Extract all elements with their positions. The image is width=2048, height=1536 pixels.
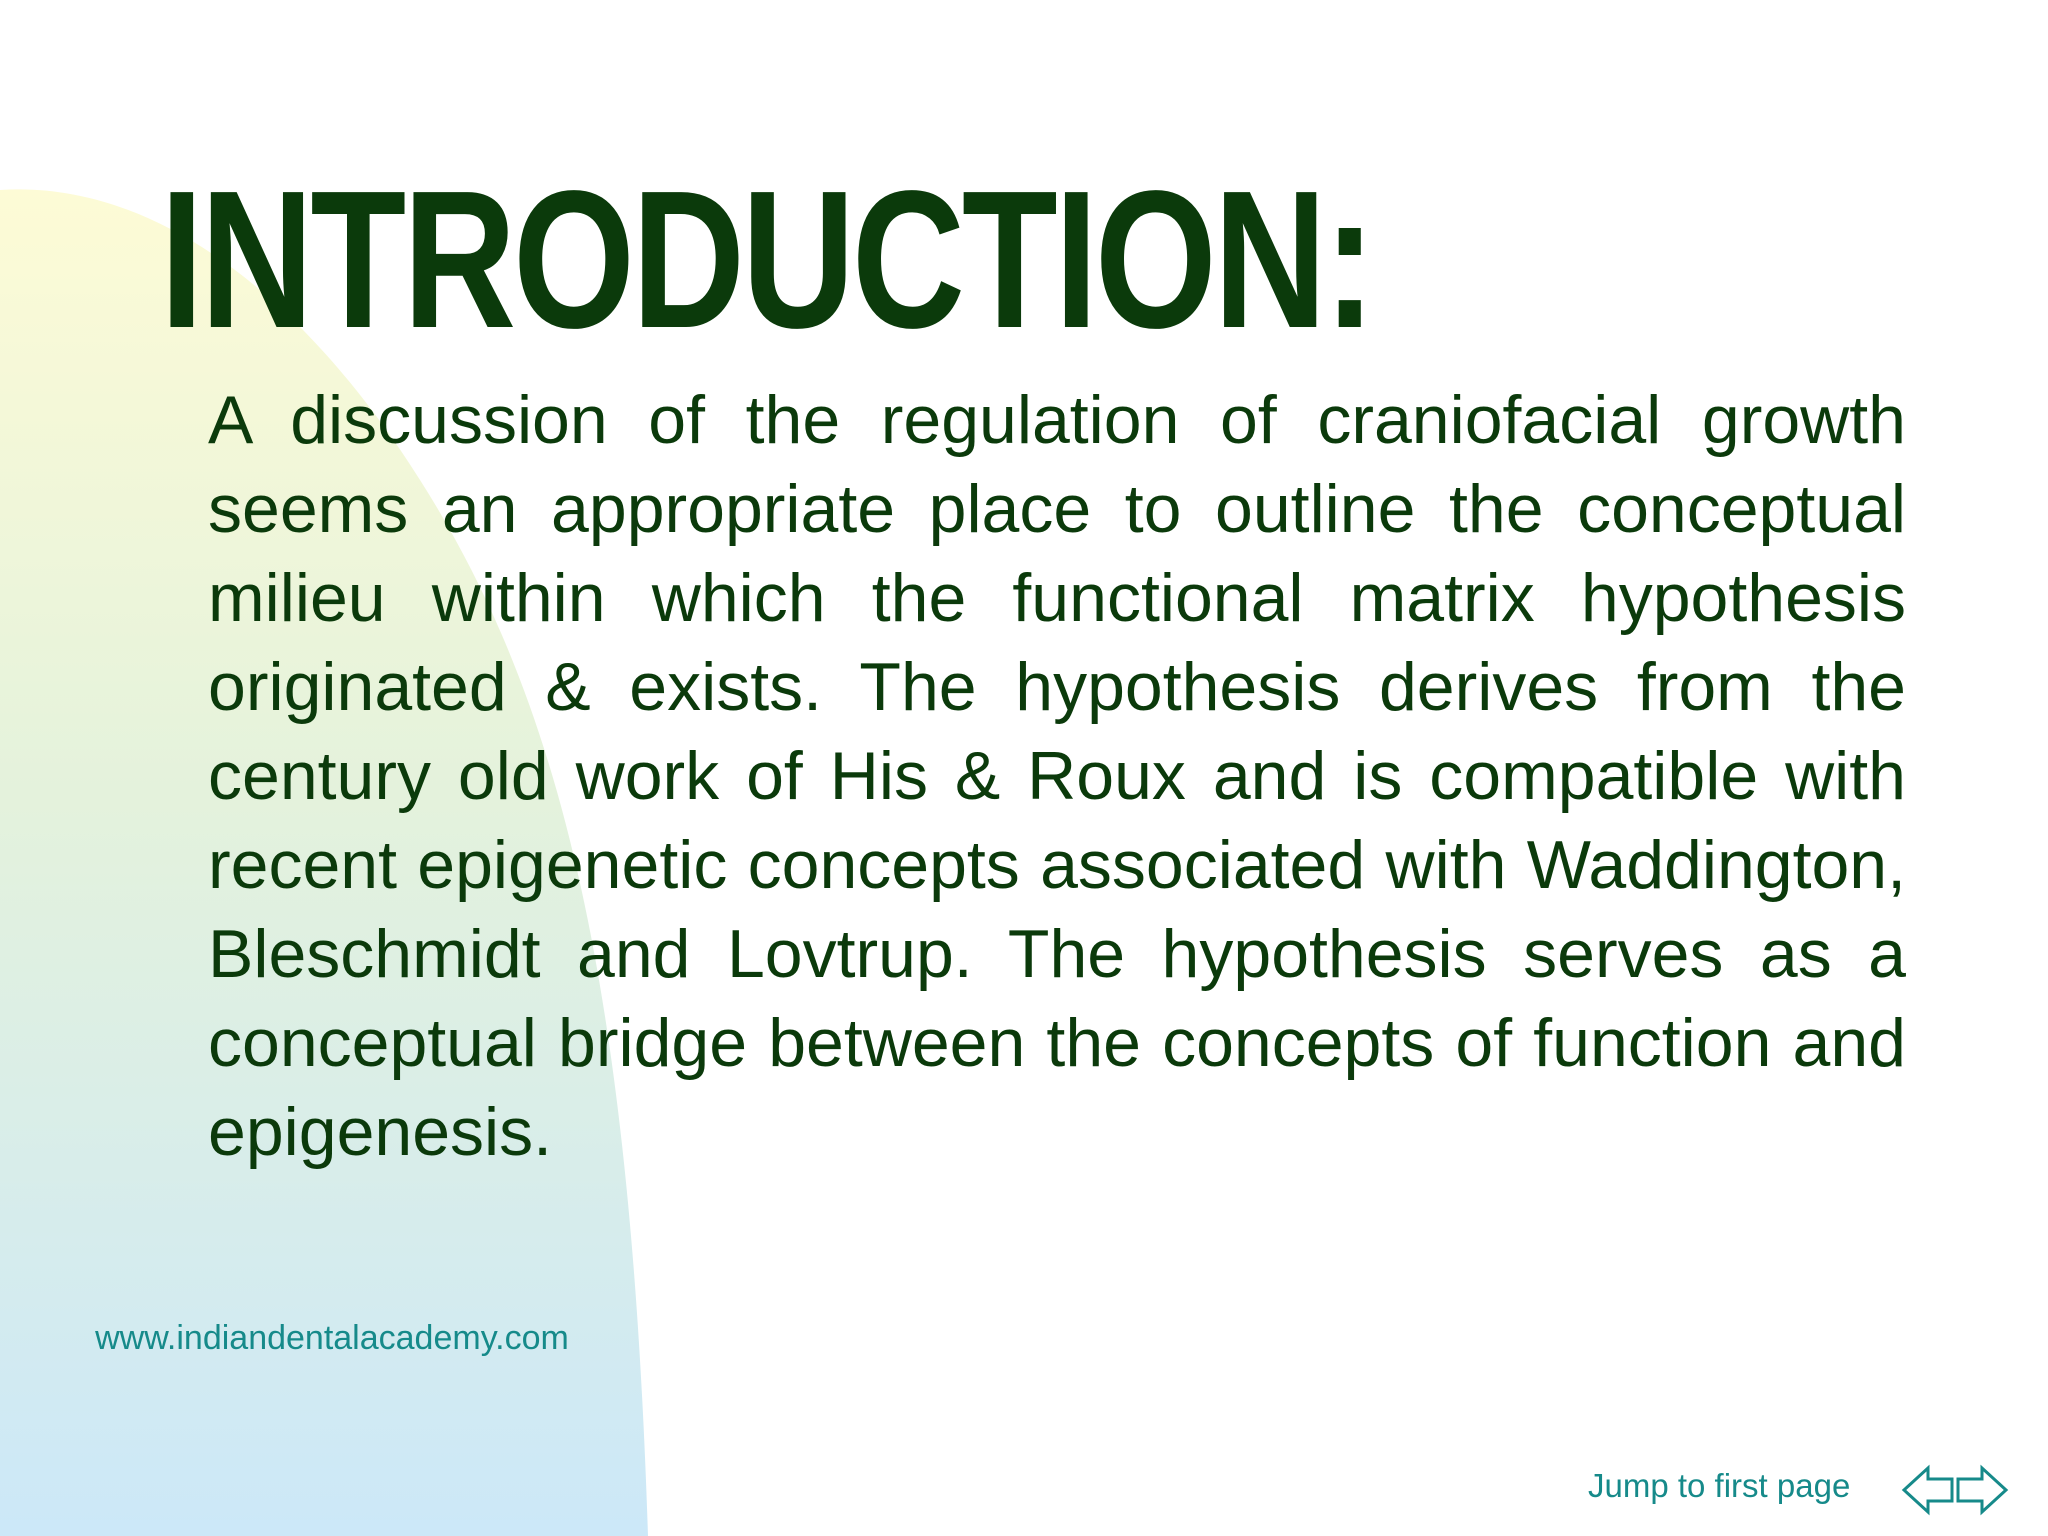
navigation-arrows xyxy=(1900,1460,2010,1520)
left-arrow-icon[interactable] xyxy=(1904,1468,1952,1512)
website-url: www.indiandentalacademy.com xyxy=(95,1319,569,1357)
jump-to-first-page-link[interactable]: Jump to first page xyxy=(1588,1467,1851,1504)
slide-body-text: A discussion of the regulation of craniofacial growth seems an appropriate place to outline the conceptual milieu within which the functional matrix hypothesis originated & exists. The hypothesis derives from the century old work of His & Roux and is compatible with recent epigenetic concepts associated with Waddington, Bleschmidt and Lovtrup. The hypothesis serves as a conceptual bridge between the concepts of function and epigenesis. xyxy=(208,382,1906,1170)
right-arrow-icon[interactable] xyxy=(1958,1468,2006,1512)
slide-title: INTRODUCTION: xyxy=(160,150,1373,369)
